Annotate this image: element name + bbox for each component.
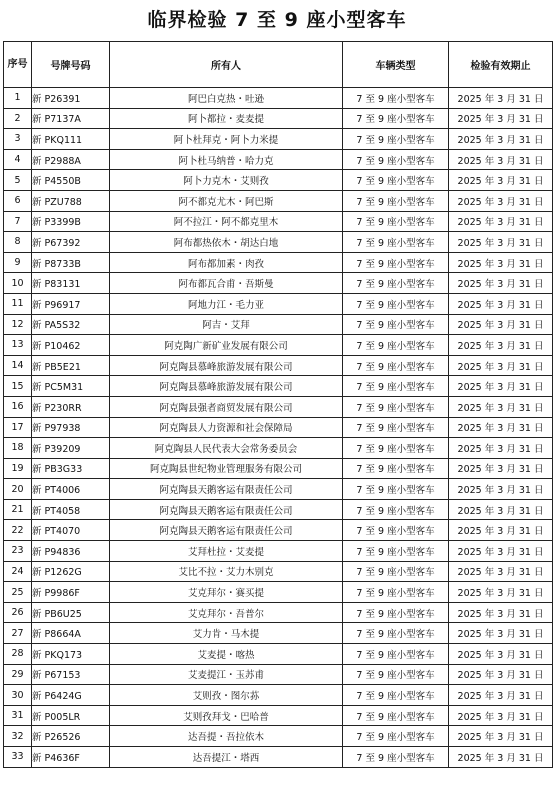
cell-valid-until: 2025 年 3 月 31 日 [449, 623, 553, 644]
table-row [4, 685, 553, 706]
cell-plate: 新 P97938 [32, 417, 110, 438]
page-title: 临界检验 7 至 9 座小型客车 [147, 9, 407, 31]
cell-plate: 新 P67392 [32, 232, 110, 253]
cell-valid-until: 2025 年 3 月 31 日 [449, 561, 553, 582]
cell-vehicle-type: 7 至 9 座小型客车 [343, 190, 449, 211]
cell-plate: 新 PKQ173 [32, 644, 110, 665]
cell-valid-until: 2025 年 3 月 31 日 [449, 499, 553, 520]
cell-owner: 阿克陶县天鹅客运有限责任公司 [110, 520, 343, 541]
cell-owner: 阿克陶县人力资源和社会保障局 [110, 417, 343, 438]
cell-owner: 阿卜都拉・麦麦提 [110, 108, 343, 129]
cell-vehicle-type: 7 至 9 座小型客车 [343, 726, 449, 747]
cell-valid-until: 2025 年 3 月 31 日 [449, 293, 553, 314]
table-row [4, 417, 553, 438]
cell-seq: 11 [4, 293, 32, 314]
cell-seq: 28 [4, 644, 32, 665]
cell-seq: 18 [4, 438, 32, 459]
cell-plate: 新 P67153 [32, 664, 110, 685]
cell-seq: 7 [4, 211, 32, 232]
cell-owner: 艾则孜・图尔荪 [110, 685, 343, 706]
cell-valid-until: 2025 年 3 月 31 日 [449, 211, 553, 232]
cell-valid-until: 2025 年 3 月 31 日 [449, 129, 553, 150]
cell-plate: 新 PT4058 [32, 499, 110, 520]
cell-plate: 新 P2988A [32, 149, 110, 170]
cell-seq: 10 [4, 273, 32, 294]
cell-plate: 新 P1262G [32, 561, 110, 582]
cell-owner: 阿克陶县天鹅客运有限责任公司 [110, 479, 343, 500]
cell-owner: 阿克陶县天鹅客运有限责任公司 [110, 499, 343, 520]
cell-plate: 新 P3399B [32, 211, 110, 232]
cell-plate: 新 P9986F [32, 582, 110, 603]
cell-owner: 阿不拉江・阿不都克里木 [110, 211, 343, 232]
cell-plate: 新 P8733B [32, 252, 110, 273]
cell-valid-until: 2025 年 3 月 31 日 [449, 170, 553, 191]
cell-vehicle-type: 7 至 9 座小型客车 [343, 685, 449, 706]
cell-seq: 4 [4, 149, 32, 170]
cell-vehicle-type: 7 至 9 座小型客车 [343, 170, 449, 191]
cell-seq: 19 [4, 458, 32, 479]
table-row [4, 376, 553, 397]
cell-seq: 32 [4, 726, 32, 747]
cell-seq: 23 [4, 541, 32, 562]
cell-seq: 22 [4, 520, 32, 541]
cell-valid-until: 2025 年 3 月 31 日 [449, 232, 553, 253]
cell-plate: 新 P96917 [32, 293, 110, 314]
cell-plate: 新 PT4006 [32, 479, 110, 500]
cell-owner: 阿克陶县世纪物业管理服务有限公司 [110, 458, 343, 479]
header-plate: 号牌号码 [32, 42, 110, 88]
cell-owner: 艾克拜尔・吾普尔 [110, 602, 343, 623]
table-row [4, 273, 553, 294]
cell-vehicle-type: 7 至 9 座小型客车 [343, 499, 449, 520]
cell-owner: 阿卜力克木・艾则孜 [110, 170, 343, 191]
cell-vehicle-type: 7 至 9 座小型客车 [343, 561, 449, 582]
cell-vehicle-type: 7 至 9 座小型客车 [343, 129, 449, 150]
cell-seq: 5 [4, 170, 32, 191]
cell-vehicle-type: 7 至 9 座小型客车 [343, 314, 449, 335]
cell-owner: 阿布都热依木・胡达白地 [110, 232, 343, 253]
cell-valid-until: 2025 年 3 月 31 日 [449, 355, 553, 376]
table-row [4, 314, 553, 335]
cell-owner: 艾比不拉・艾力木别克 [110, 561, 343, 582]
cell-owner: 阿克陶县慕峰旅游发展有限公司 [110, 355, 343, 376]
cell-vehicle-type: 7 至 9 座小型客车 [343, 664, 449, 685]
cell-owner: 阿卜杜拜克・阿卜力米提 [110, 129, 343, 150]
cell-vehicle-type: 7 至 9 座小型客车 [343, 211, 449, 232]
cell-owner: 达吾提江・塔西 [110, 747, 343, 768]
cell-plate: 新 P7137A [32, 108, 110, 129]
table-row [4, 355, 553, 376]
cell-plate: 新 PKQ111 [32, 129, 110, 150]
cell-plate: 新 P4636F [32, 747, 110, 768]
cell-owner: 艾克拜尔・赛买提 [110, 582, 343, 603]
cell-seq: 31 [4, 705, 32, 726]
table-row [4, 664, 553, 685]
cell-vehicle-type: 7 至 9 座小型客车 [343, 293, 449, 314]
cell-seq: 3 [4, 129, 32, 150]
cell-plate: 新 P8664A [32, 623, 110, 644]
cell-plate: 新 PC5M31 [32, 376, 110, 397]
cell-seq: 20 [4, 479, 32, 500]
cell-vehicle-type: 7 至 9 座小型客车 [343, 582, 449, 603]
cell-plate: 新 P26391 [32, 88, 110, 109]
cell-valid-until: 2025 年 3 月 31 日 [449, 541, 553, 562]
cell-vehicle-type: 7 至 9 座小型客车 [343, 252, 449, 273]
table-header [4, 42, 553, 88]
cell-vehicle-type: 7 至 9 座小型客车 [343, 88, 449, 109]
table-row [4, 499, 553, 520]
cell-seq: 26 [4, 602, 32, 623]
cell-plate: 新 P39209 [32, 438, 110, 459]
cell-seq: 14 [4, 355, 32, 376]
cell-vehicle-type: 7 至 9 座小型客车 [343, 602, 449, 623]
table-row [4, 602, 553, 623]
cell-valid-until: 2025 年 3 月 31 日 [449, 396, 553, 417]
table-row [4, 644, 553, 665]
table-row [4, 747, 553, 768]
cell-valid-until: 2025 年 3 月 31 日 [449, 438, 553, 459]
cell-seq: 17 [4, 417, 32, 438]
cell-seq: 29 [4, 664, 32, 685]
cell-owner: 阿布都瓦合甫・吾斯曼 [110, 273, 343, 294]
cell-seq: 33 [4, 747, 32, 768]
cell-valid-until: 2025 年 3 月 31 日 [449, 190, 553, 211]
cell-vehicle-type: 7 至 9 座小型客车 [343, 335, 449, 356]
cell-plate: 新 PA5S32 [32, 314, 110, 335]
cell-seq: 27 [4, 623, 32, 644]
cell-valid-until: 2025 年 3 月 31 日 [449, 582, 553, 603]
cell-owner: 阿不都克尤木・阿巴斯 [110, 190, 343, 211]
cell-plate: 新 P4550B [32, 170, 110, 191]
cell-seq: 21 [4, 499, 32, 520]
cell-valid-until: 2025 年 3 月 31 日 [449, 314, 553, 335]
cell-vehicle-type: 7 至 9 座小型客车 [343, 458, 449, 479]
cell-valid-until: 2025 年 3 月 31 日 [449, 705, 553, 726]
cell-vehicle-type: 7 至 9 座小型客车 [343, 232, 449, 253]
table-row [4, 232, 553, 253]
cell-owner: 艾则孜拜戈・巴哈普 [110, 705, 343, 726]
cell-seq: 16 [4, 396, 32, 417]
cell-valid-until: 2025 年 3 月 31 日 [449, 726, 553, 747]
cell-owner: 阿布都加素・肉孜 [110, 252, 343, 273]
cell-owner: 艾力肯・马木提 [110, 623, 343, 644]
table-row [4, 458, 553, 479]
table-row [4, 582, 553, 603]
cell-plate: 新 PB3G33 [32, 458, 110, 479]
cell-vehicle-type: 7 至 9 座小型客车 [343, 108, 449, 129]
cell-plate: 新 P005LR [32, 705, 110, 726]
cell-valid-until: 2025 年 3 月 31 日 [449, 149, 553, 170]
cell-valid-until: 2025 年 3 月 31 日 [449, 417, 553, 438]
table-row [4, 438, 553, 459]
cell-vehicle-type: 7 至 9 座小型客车 [343, 376, 449, 397]
cell-owner: 阿克陶广新矿业发展有限公司 [110, 335, 343, 356]
table-row [4, 541, 553, 562]
cell-valid-until: 2025 年 3 月 31 日 [449, 479, 553, 500]
cell-vehicle-type: 7 至 9 座小型客车 [343, 396, 449, 417]
cell-owner: 阿巴白克热・吐逊 [110, 88, 343, 109]
cell-valid-until: 2025 年 3 月 31 日 [449, 747, 553, 768]
cell-vehicle-type: 7 至 9 座小型客车 [343, 273, 449, 294]
table-row [4, 293, 553, 314]
table-row [4, 190, 553, 211]
cell-vehicle-type: 7 至 9 座小型客车 [343, 438, 449, 459]
table-row [4, 520, 553, 541]
cell-owner: 艾麦提・喀热 [110, 644, 343, 665]
cell-vehicle-type: 7 至 9 座小型客车 [343, 541, 449, 562]
cell-valid-until: 2025 年 3 月 31 日 [449, 520, 553, 541]
cell-plate: 新 PT4070 [32, 520, 110, 541]
cell-seq: 12 [4, 314, 32, 335]
cell-seq: 9 [4, 252, 32, 273]
cell-plate: 新 P94836 [32, 541, 110, 562]
cell-valid-until: 2025 年 3 月 31 日 [449, 376, 553, 397]
cell-seq: 25 [4, 582, 32, 603]
cell-valid-until: 2025 年 3 月 31 日 [449, 602, 553, 623]
cell-seq: 1 [4, 88, 32, 109]
cell-owner: 艾拜杜拉・艾麦提 [110, 541, 343, 562]
cell-seq: 8 [4, 232, 32, 253]
table-row [4, 705, 553, 726]
cell-plate: 新 P6424G [32, 685, 110, 706]
cell-owner: 阿克陶县人民代表大会常务委员会 [110, 438, 343, 459]
cell-vehicle-type: 7 至 9 座小型客车 [343, 355, 449, 376]
cell-vehicle-type: 7 至 9 座小型客车 [343, 644, 449, 665]
cell-vehicle-type: 7 至 9 座小型客车 [343, 520, 449, 541]
table-row [4, 88, 553, 109]
cell-vehicle-type: 7 至 9 座小型客车 [343, 623, 449, 644]
table-row [4, 561, 553, 582]
header-row [4, 42, 553, 88]
header-type: 车辆类型 [343, 42, 449, 88]
cell-owner: 阿克陶县慕峰旅游发展有限公司 [110, 376, 343, 397]
table-row [4, 129, 553, 150]
table-row [4, 623, 553, 644]
cell-plate: 新 P83131 [32, 273, 110, 294]
cell-owner: 达吾提・吾拉依木 [110, 726, 343, 747]
cell-valid-until: 2025 年 3 月 31 日 [449, 458, 553, 479]
cell-vehicle-type: 7 至 9 座小型客车 [343, 417, 449, 438]
cell-seq: 24 [4, 561, 32, 582]
cell-valid-until: 2025 年 3 月 31 日 [449, 252, 553, 273]
table-row [4, 170, 553, 191]
cell-owner: 阿地力江・毛力亚 [110, 293, 343, 314]
table-body [4, 88, 553, 768]
cell-seq: 30 [4, 685, 32, 706]
cell-valid-until: 2025 年 3 月 31 日 [449, 335, 553, 356]
table-row [4, 252, 553, 273]
cell-owner: 阿卜杜马纳普・哈力克 [110, 149, 343, 170]
table-row [4, 396, 553, 417]
cell-seq: 15 [4, 376, 32, 397]
cell-owner: 阿吉・艾拜 [110, 314, 343, 335]
cell-valid-until: 2025 年 3 月 31 日 [449, 664, 553, 685]
cell-seq: 13 [4, 335, 32, 356]
table-row [4, 149, 553, 170]
cell-vehicle-type: 7 至 9 座小型客车 [343, 747, 449, 768]
cell-plate: 新 P10462 [32, 335, 110, 356]
header-owner: 所有人 [110, 42, 343, 88]
table-row [4, 335, 553, 356]
cell-valid-until: 2025 年 3 月 31 日 [449, 685, 553, 706]
inspection-table [3, 41, 553, 768]
cell-vehicle-type: 7 至 9 座小型客车 [343, 479, 449, 500]
header-seq: 序号 [4, 42, 32, 88]
cell-plate: 新 PB6U25 [32, 602, 110, 623]
cell-seq: 6 [4, 190, 32, 211]
table-row [4, 479, 553, 500]
cell-owner: 艾麦提江・玉苏甫 [110, 664, 343, 685]
cell-plate: 新 PB5E21 [32, 355, 110, 376]
table-row [4, 726, 553, 747]
cell-valid-until: 2025 年 3 月 31 日 [449, 108, 553, 129]
cell-valid-until: 2025 年 3 月 31 日 [449, 644, 553, 665]
cell-plate: 新 P230RR [32, 396, 110, 417]
cell-vehicle-type: 7 至 9 座小型客车 [343, 705, 449, 726]
table-row [4, 211, 553, 232]
cell-plate: 新 P26526 [32, 726, 110, 747]
header-valid: 检验有效期止 [449, 42, 553, 88]
cell-vehicle-type: 7 至 9 座小型客车 [343, 149, 449, 170]
cell-seq: 2 [4, 108, 32, 129]
cell-valid-until: 2025 年 3 月 31 日 [449, 273, 553, 294]
cell-owner: 阿克陶县强者商贸发展有限公司 [110, 396, 343, 417]
cell-plate: 新 PZU788 [32, 190, 110, 211]
table-row [4, 108, 553, 129]
cell-valid-until: 2025 年 3 月 31 日 [449, 88, 553, 109]
